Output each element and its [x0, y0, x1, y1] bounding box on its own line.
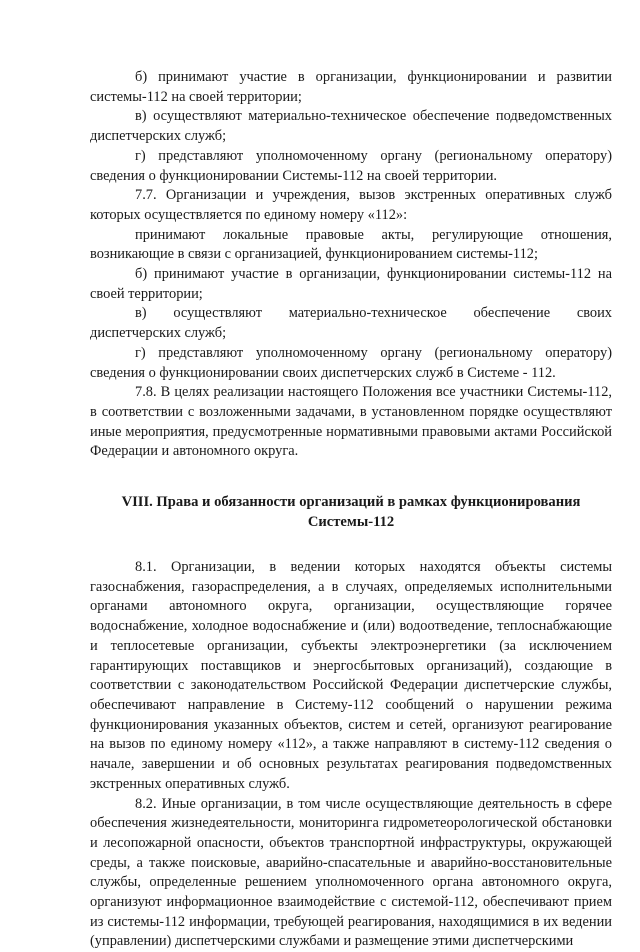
paragraph-7-6-g: г) представляют уполномоченному органу (региональному оператору) сведения о функционировании Системы-112 на своей территории.: [90, 147, 612, 186]
paragraph-7-7-a: принимают локальные правовые акты, регулирующие отношения, возникающие в связи с организацией, функционированием системы-112;: [90, 226, 612, 265]
paragraph-7-6-v: в) осуществляют материально-техническое обеспечение подведомственных диспетчерских служб;: [90, 107, 612, 146]
paragraph-8-2: 8.2. Иные организации, в том числе осуществляющие деятельность в сфере обеспечения жизнедеятельности, мониторинга гидрометеорологической обстановки и лесопожарной опасности, объектов транспортной инфраструктуры, окружающей среды, а также поисковые, аварийно-спасательные и аварийно-восстановительные службы, определенные решением уполномоченного органа автономного округа, организуют информационное взаимодействие с системой-112, обеспечивают прием из системы-112 информации, требующей реагирования, находящимися в их ведении (управлении) диспетчерскими службами и размещение этими диспетчерскими: [90, 795, 612, 952]
section-heading-viii: VIII. Права и обязанности организаций в рамках функционирования Системы-112: [90, 492, 612, 532]
paragraph-7-6-b: б) принимают участие в организации, функционировании и развитии системы-112 на своей территории;: [90, 68, 612, 107]
document-page: [90, 68, 612, 952]
paragraph-7-7-v: в) осуществляют материально-техническое обеспечение своих диспетчерских служб;: [90, 304, 612, 343]
paragraph-7-7-g: г) представляют уполномоченному органу (региональному оператору) сведения о функционировании своих диспетчерских служб в Системе - 112.: [90, 344, 612, 383]
paragraph-7-8: 7.8. В целях реализации настоящего Положения все участники Системы-112, в соответствии с возложенными задачами, в установленном порядке осуществляют иные мероприятия, предусмотренные нормативными правовыми актами Российской Федерации и автономного округа.: [90, 383, 612, 462]
paragraph-7-7: 7.7. Организации и учреждения, вызов экстренных оперативных служб которых осуществляется по единому номеру «112»:: [90, 186, 612, 225]
paragraph-7-7-b: б) принимают участие в организации, функционировании системы-112 на своей территории;: [90, 265, 612, 304]
paragraph-8-1: 8.1. Организации, в ведении которых находятся объекты системы газоснабжения, газораспределения, а в случаях, определяемых исполнительными органами автономного округа, организации, осуществляющие горячее водоснабжение, холодное водоснабжение и (или) водоотведение, теплоснабжающие и теплосетевые организации, субъекты электроэнергетики (за исключением гарантирующих поставщиков и энергосбытовых организаций), создающие в соответствии с законодательством Российской Федерации диспетчерские службы, обеспечивают направление в Систему-112 сообщений о нарушении режима функционирования указанных объектов, систем и сетей, организуют реагирование на вызов по единому номеру «112», а также направляют в систему-112 сведения о начале, завершении и об основных результатах реагирования подведомственных экстренных оперативных служб.: [90, 558, 612, 794]
